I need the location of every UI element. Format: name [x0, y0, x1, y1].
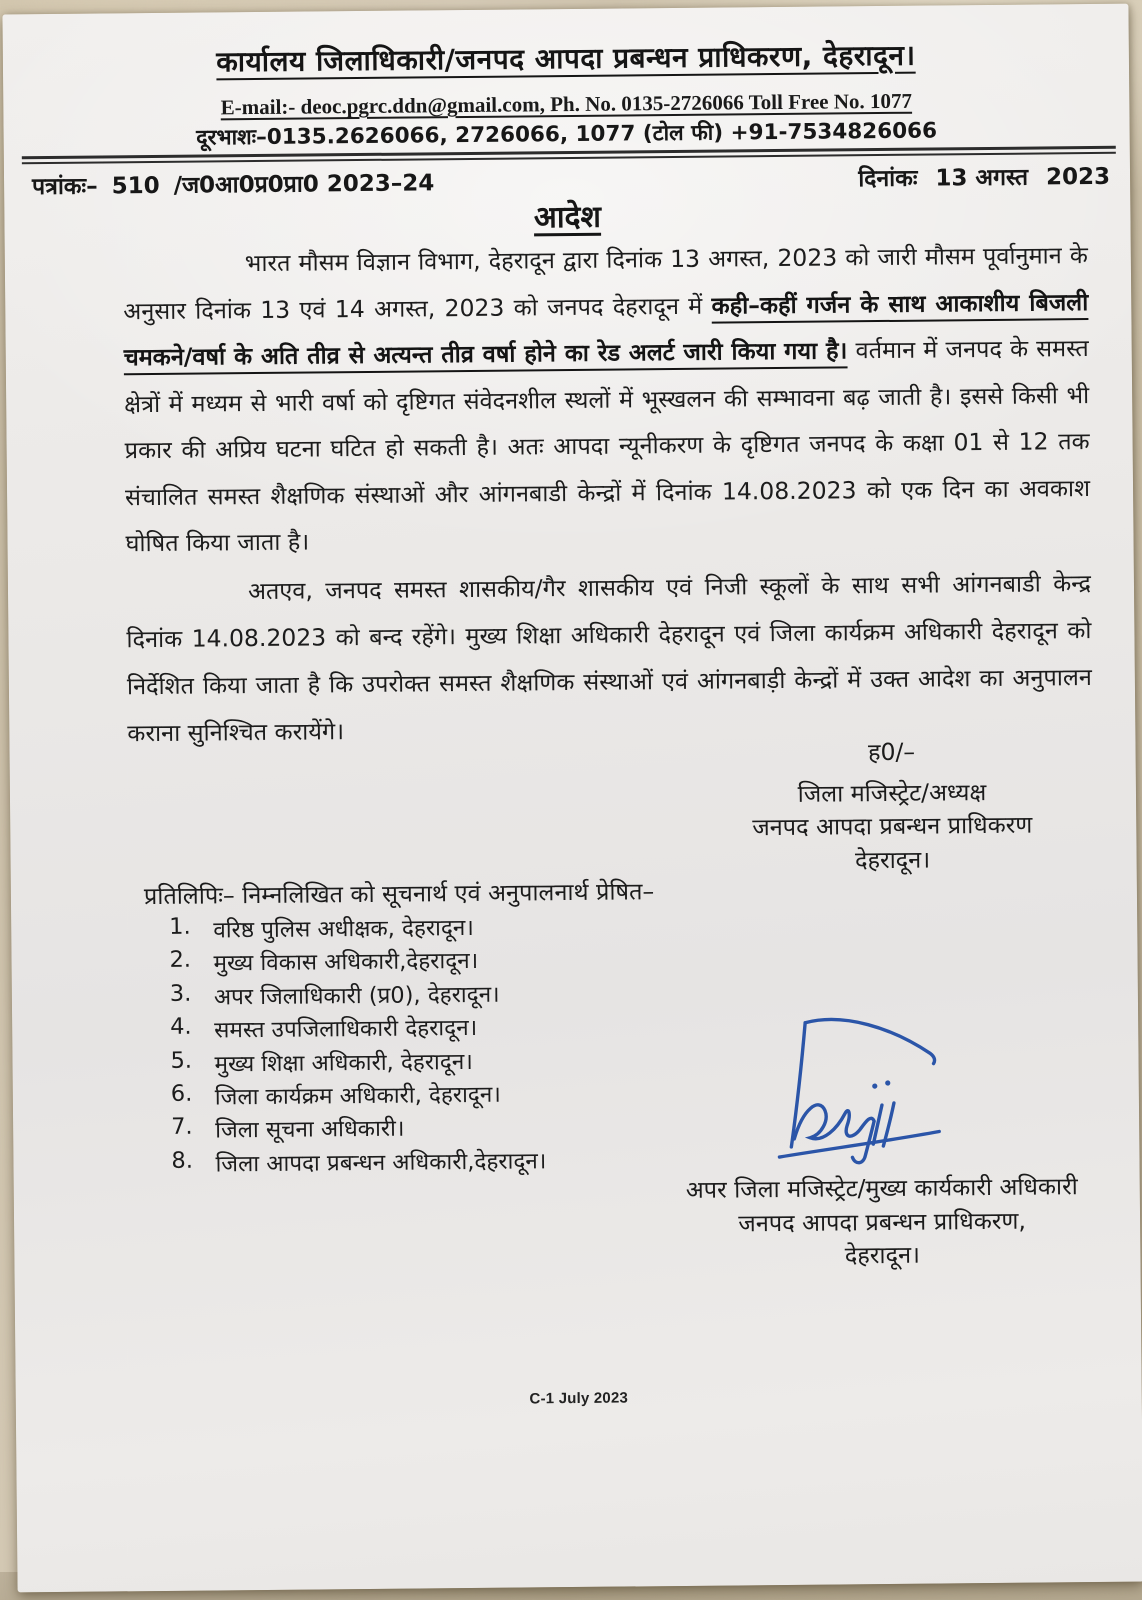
- list-item-number: 4.: [170, 1013, 192, 1041]
- list-item-number: 2.: [169, 947, 192, 974]
- list-item-text: समस्त उपजिलाधिकारी देहरादून।: [214, 1015, 478, 1044]
- order-title: आदेश: [533, 199, 602, 236]
- list-item-text: जिला सूचना अधिकारी।: [215, 1115, 405, 1144]
- signatory-place: देहरादून।: [844, 1240, 921, 1270]
- paragraph-1-red-alert-highlight: कही–कहीं गर्जन के साथ आकाशीय बिजली चमकने/वर्षा के अति तीव्र से अत्यन्त तीव्र वर्षा होने का रेड अलर्ट जारी किया गया है।: [123, 287, 1089, 372]
- list-item-number: 6.: [170, 1080, 193, 1107]
- list-item-number: 8.: [171, 1147, 194, 1174]
- document-paper: [2, 4, 1142, 1593]
- list-item: [170, 975, 730, 1014]
- signatory-place: देहरादून।: [854, 845, 931, 874]
- list-item-number: 5.: [170, 1047, 193, 1074]
- list-item: [170, 1042, 730, 1081]
- list-item-text: अपर जिलाधिकारी (प्र0), देहरादून।: [213, 981, 500, 1011]
- copy-to-heading: प्रतिलिपिः– निम्नलिखित को सूचनार्थ एवं अनुपालनार्थ प्रेषित–: [143, 877, 655, 911]
- signatory-designation: जिला मजिस्ट्रेट/अध्यक्ष: [797, 777, 987, 808]
- paragraph-1-continuation: वर्तमान में जनपद के समस्त क्षेत्रों में मध्यम से भारी वर्षा को दृष्टिगत संवेदनशील स्थलों में भूस्खलन की सम्भावना बढ़ जाती है। इससे किसी भी प्रकार की अप्रिय घटना घटित हो सकती है। अतः आपदा न्यूनीकरण के दृष्टिगत जनपद के कक्षा 01 से 12 तक संचालित समस्त शैक्षणिक संस्थाओं और आंगनबाडी केन्द्रों में दिनांक 14.08.2023 को एक दिन का अवकाश घोषित किया जाता है।: [124, 334, 1091, 558]
- signatory-authority: जनपद आपदा प्रबन्धन प्राधिकरण: [752, 810, 1033, 842]
- document-sheet: [2, 4, 1142, 1593]
- letter-number-label: पत्रांकः–: [31, 173, 98, 201]
- list-item-number: 1.: [169, 913, 191, 940]
- handwritten-signature-ink: [774, 1005, 966, 1173]
- list-item-text: जिला आपदा प्रबन्धन अधिकारी,देहरादून।: [215, 1148, 547, 1178]
- letter-number-value: 510: [111, 172, 160, 200]
- order-paragraph-2: अतएव, जनपद समस्त शासकीय/गैर शासकीय एवं निजी स्कूलों के साथ सभी आंगनबाडी केन्द्र दिनांक 14.08.2023 को बन्द रहेंगे। मुख्य शिक्षा अधिकारी देहरादून एवं जिला कार्यक्रम अधिकारी देहरादून को निर्देशित किया जाता है कि उपरोक्त समस्त शैक्षणिक संस्थाओं एवं आंगनबाड़ी केन्द्रों में उक्त आदेश का अनुपालन कराना सुनिश्चित करायेंगे।: [126, 569, 1092, 748]
- list-item-text: वरिष्ठ पुलिस अधीक्षक, देहरादून।: [213, 914, 475, 944]
- letterhead-office-title: कार्यालय जिलाधिकारी/जनपद आपदा प्रबन्धन प्राधिकरण, देहरादून।: [216, 38, 916, 79]
- paragraph-1-lead: भारत मौसम विज्ञान विभाग, देहरादून द्वारा दिनांक 13 अगस्त, 2023 को जारी मौसम पूर्वानुमान के अनुसार दिनांक 13 एवं 14 अगस्त, 2023 को जनपद देहरादून में: [123, 241, 1088, 325]
- signatory-block-district-magistrate: [671, 734, 1112, 879]
- letter-number-suffix: /ज0आ0प्र0प्रा0 2023–24: [173, 170, 435, 199]
- signatory-authority: जनपद आपदा प्रबन्धन प्राधिकरण,: [738, 1206, 1026, 1237]
- list-item: [171, 1075, 731, 1114]
- letterhead-telephone-line: दूरभाशः–0135.2626066, 2726066, 1077 (टोल फी) +91-7534826066: [196, 118, 938, 151]
- letterhead-email-phone-line: E-mail:- deoc.pgrc.ddn@gmail.com, Ph. No. 0135-2726066 Toll Free No. 1077: [220, 88, 913, 120]
- list-item: [170, 1009, 730, 1048]
- letter-date-year: 2023: [1045, 163, 1111, 191]
- list-item: [171, 1109, 731, 1148]
- list-item-text: मुख्य शिक्षा अधिकारी, देहरादून।: [214, 1048, 473, 1078]
- copy-to-list: [169, 909, 732, 1181]
- list-item-number: 3.: [169, 980, 192, 1007]
- order-paragraph-1: [123, 232, 1091, 567]
- list-item: [169, 909, 729, 948]
- list-item: [169, 942, 729, 981]
- footer-version-code: C-1 July 2023: [529, 1389, 629, 1408]
- signatory-block-additional-district-magistrate: [632, 1170, 1133, 1275]
- letter-date-label: दिनांकः: [858, 165, 918, 193]
- list-item-text: जिला कार्यक्रम अधिकारी, देहरादून।: [214, 1081, 501, 1111]
- list-item-text: मुख्य विकास अधिकारी,देहरादून।: [213, 948, 479, 977]
- signatory-designation: अपर जिला मजिस्ट्रेट/मुख्य कार्यकारी अधिकारी: [685, 1172, 1078, 1204]
- signed-mark: ह0/–: [867, 737, 916, 767]
- list-item-number: 7.: [171, 1114, 193, 1141]
- letter-date: [840, 159, 1110, 194]
- letter-date-value: 13 अगस्त: [935, 164, 1029, 192]
- letter-number: [32, 165, 448, 201]
